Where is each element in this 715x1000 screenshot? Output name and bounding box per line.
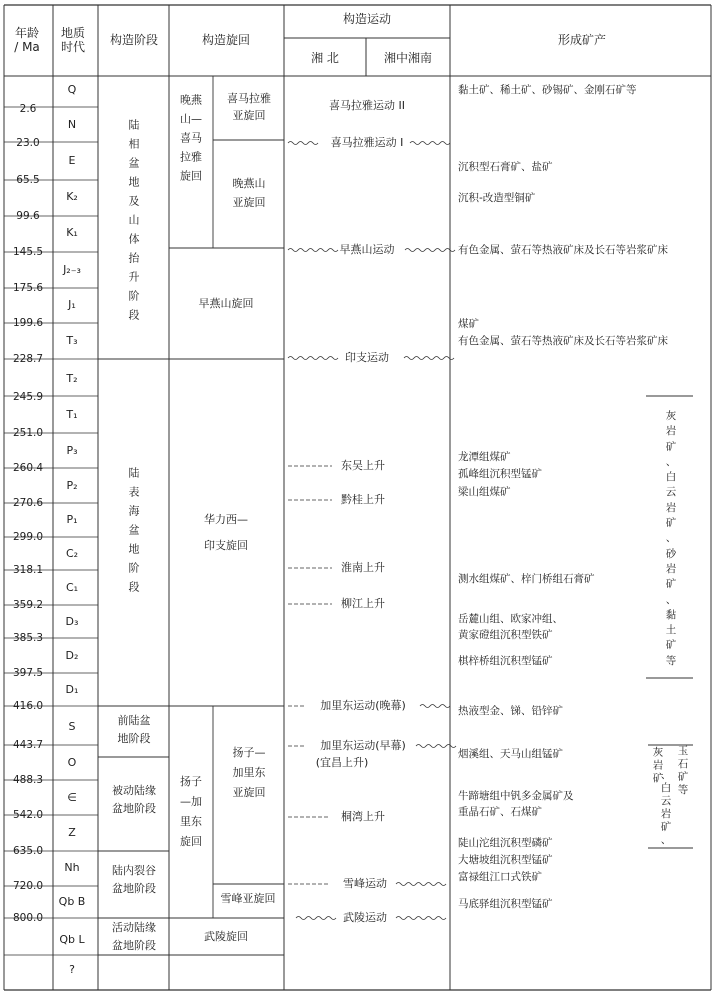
movement-liujiang: 柳江上升 [341,597,385,610]
period-label: C₁ [65,581,79,594]
movement-tongwan: 桐湾上升 [341,810,385,823]
movement-huainan: 淮南上升 [341,561,385,574]
mineral-entry: 黄家磴组沉积型铁矿 [458,629,553,641]
age-label: 397.5 [12,667,44,679]
period-label: Q [67,83,77,96]
period-label: J₁ [68,298,76,311]
period-label: Qb L [59,933,85,946]
age-label: 542.0 [12,809,44,821]
cycle-wuling: 武陵旋回 [204,930,248,943]
period-label: P₃ [66,444,78,457]
period-label: T₂ [66,372,78,385]
age-label: 23.0 [16,137,40,149]
period-label: D₃ [65,615,79,628]
cycle-yangtze-caledonian: 扬子 —加 里东 旋回 [180,775,202,848]
stage-foreland-basin: 前陆盆 地阶段 [117,714,151,745]
mineral-entry: 梁山组煤矿 [458,486,511,498]
stage-continental-basin: 陆 相 盆 地 及 山 体 抬 升 阶 段 [128,118,140,322]
unconformity-wave [405,249,455,252]
movement-caledonian-late: 加里东运动(晚幕) [320,699,406,712]
header-movement: 构造运动 [342,12,392,26]
stage-epicontinental-sea: 陆 表 海 盆 地 阶 段 [128,466,140,594]
movement-dongwu: 东吴上升 [341,459,385,472]
period-label: C₂ [65,547,79,560]
age-label: 443.7 [12,739,44,751]
header-cycle: 构造旋回 [201,33,251,47]
period-label: S [68,720,76,733]
cycle-late-yanshan-sub: 晚燕山 亚旋回 [232,177,266,209]
header-stage: 构造阶段 [109,33,159,47]
unconformity-wave [404,357,454,360]
age-label: 385.3 [12,632,44,644]
age-label: 99.6 [16,210,40,222]
period-label: K₁ [66,226,78,239]
mineral-entry: 孤峰组沉积型锰矿 [458,468,542,480]
period-label: ∈ [67,791,77,804]
period-label: K₂ [66,190,78,203]
header-north: 湘 北 [311,51,339,65]
movement-yichang: (宜昌上升) [315,756,369,769]
unconformity-wave [288,142,318,145]
age-label: 245.9 [12,391,44,403]
period-label: T₃ [66,334,78,347]
movement-himalaya-2: 喜马拉雅运动 II [329,99,405,112]
age-label: 260.4 [12,462,44,474]
period-label: T₁ [66,408,78,421]
movement-indosinian: 印支运动 [345,351,389,364]
mineral-side-lower-b: 、 白 云 岩 矿 、 [660,769,672,846]
mineral-entry: 大塘坡组沉积型锰矿 [458,854,553,866]
age-label: 199.6 [12,317,44,329]
cycle-early-yanshan: 早燕山旋回 [198,297,254,310]
mineral-entry: 测水组煤矿、梓门桥组石膏矿 [458,573,595,585]
period-label: P₂ [66,479,78,492]
mineral-entry: 牛蹄塘组中钒多金属矿及 [458,790,574,802]
stage-active-margin: 活动陆缘 盆地阶段 [112,921,156,952]
age-label: 251.0 [12,427,44,439]
age-label: 318.1 [12,564,44,576]
mineral-entry: 龙潭组煤矿 [458,451,511,463]
mineral-entry: 重晶石矿、石煤矿 [458,806,542,818]
age-label: 635.0 [12,845,44,857]
period-label: N [67,118,77,131]
unconformity-wave [296,917,336,920]
mineral-entry: 烟溪组、天马山组锰矿 [458,748,563,760]
unconformity-wave [410,142,450,145]
period-label: P₁ [66,513,78,526]
period-label: D₂ [65,649,79,662]
mineral-entry: 黏土矿、稀土矿、砂锡矿、金刚石矿等 [458,84,637,96]
cycle-late-yanshan-himalaya: 晚燕 山— 喜马 拉雅 旋回 [180,93,202,183]
header-age: 年龄 / Ma [14,26,40,54]
age-label: 175.6 [12,282,44,294]
cycle-yangtze-caledonian-sub: 扬子— 加里东 亚旋回 [232,746,266,799]
mineral-entry: 热液型金、锑、铅锌矿 [458,705,563,717]
period-label: D₁ [65,683,79,696]
age-label: 145.5 [12,246,44,258]
age-label: 270.6 [12,497,44,509]
period-label: E [68,154,76,167]
mineral-entry: 马底驿组沉积型锰矿 [458,898,553,910]
age-label: 720.0 [12,880,44,892]
movement-early-yanshan: 早燕山运动 [339,243,395,256]
movement-himalaya-1: 喜马拉雅运动 I [330,136,404,149]
mineral-entry: 沉积-改造型铜矿 [458,192,536,204]
mineral-entry: 有色金属、萤石等热液矿床及长石等岩浆矿床 [458,335,668,347]
cycle-himalaya-sub: 喜马拉雅 亚旋回 [227,92,271,122]
age-label: 488.3 [12,774,44,786]
age-label: 65.5 [16,174,40,186]
period-label: Nh [64,861,80,874]
age-label: 2.6 [19,103,37,115]
mineral-entry: 有色金属、萤石等热液矿床及长石等岩浆矿床 [458,244,668,256]
mineral-entry: 棋梓桥组沉积型锰矿 [458,655,553,667]
mineral-entry: 岳麓山组、欧家冲组、 [458,613,563,625]
period-label: J₂₋₃ [63,263,81,276]
header-central-south: 湘中湘南 [383,51,433,65]
period-label: ? [69,963,75,976]
movement-qiangui: 黔桂上升 [341,493,385,506]
mineral-side-lower-c: 玉 石 矿 等 [677,745,689,796]
cycle-xuefeng-sub: 雪峰亚旋回 [220,892,276,905]
age-label: 299.0 [12,531,44,543]
mineral-side-lower-a: 灰 岩 矿 [652,746,664,785]
stage-passive-margin: 被动陆缘 盆地阶段 [112,784,156,815]
mineral-entry: 陡山沱组沉积型磷矿 [458,837,553,849]
age-label: 228.7 [12,353,44,365]
cycle-hercynian-indosinian: 华力西— 印支旋回 [204,513,248,552]
period-label: Z [68,826,76,839]
period-label: O [67,756,77,769]
unconformity-wave [288,357,338,360]
mineral-side-upper: 灰 岩 矿 、 白 云 岩 矿 、 砂 岩 矿 、 黏 土 矿 等 [665,409,677,667]
header-minerals: 形成矿产 [557,33,607,47]
mineral-entry: 沉积型石膏矿、盐矿 [458,161,553,173]
header-period: 地质 时代 [60,26,86,54]
age-label: 416.0 [12,700,44,712]
period-label: Qb B [58,895,86,908]
mineral-entry: 富禄组江口式铁矿 [458,871,542,883]
age-label: 359.2 [12,599,44,611]
movement-wuling: 武陵运动 [343,911,387,924]
unconformity-wave [288,249,338,252]
age-label: 800.0 [12,912,44,924]
movement-caledonian-early: 加里东运动(早幕) [320,739,406,752]
mineral-entry: 煤矿 [458,318,479,330]
stage-intracontinental-rift: 陆内裂谷 盆地阶段 [112,864,156,895]
unconformity-wave [396,883,446,886]
unconformity-wave [420,705,450,708]
movement-xuefeng: 雪峰运动 [343,877,387,890]
unconformity-wave [396,917,446,920]
